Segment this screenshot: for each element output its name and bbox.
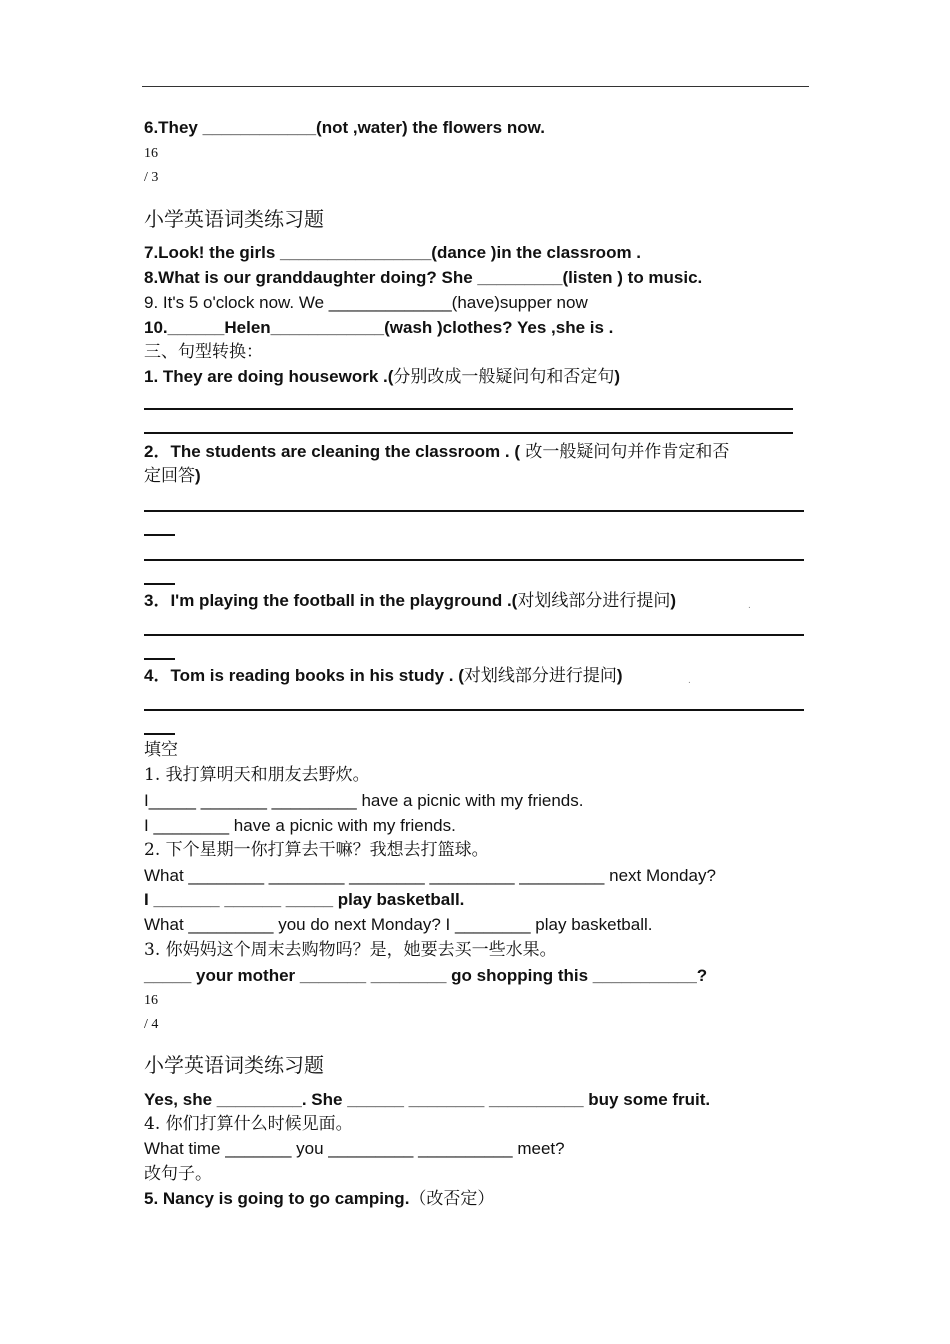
transform-4-close: ) <box>616 666 623 685</box>
mark: . <box>688 675 691 686</box>
fill-3-b: Yes, she _________. She ______ ________ __________ buy some fruit. <box>144 1090 711 1109</box>
transform-4-instruction: 对划线部分进行提问 <box>463 666 617 686</box>
rewrite-5 <box>144 1189 494 1209</box>
fill-2-b: I _______ ______ _____ play basketball. <box>144 890 465 909</box>
transform-4 <box>144 666 623 686</box>
answer-line <box>144 408 793 410</box>
fill-4-chinese: 4. 你们打算什么时候见面。 <box>144 1114 353 1134</box>
transform-2-close: ) <box>195 466 201 485</box>
answer-line-stub <box>144 534 175 536</box>
transform-4-text: 4．Tom is reading books in his study . ( <box>144 666 464 685</box>
mark: . <box>748 600 751 611</box>
fill-2-c: What _________ you do next Monday? I ________ play basketball. <box>144 915 653 934</box>
transform-3-instruction: 对划线部分进行提问 <box>517 591 671 611</box>
rewrite-5-instruction: （改否定） <box>409 1189 495 1209</box>
question-10: 10.______Helen____________(wash )clothes? Yes ,she is . <box>144 318 614 337</box>
question-6: 6.They ____________(not ,water) the flowers now. <box>144 118 545 137</box>
transform-3-close: ) <box>670 591 676 610</box>
page-heading: 小学英语词类练习题 <box>144 207 324 231</box>
fill-title: 填空 <box>144 740 178 760</box>
transform-1 <box>144 367 620 387</box>
question-8: 8.What is our granddaughter doing? She _________(listen ) to music. <box>144 268 703 287</box>
fill-1-b: I ________ have a picnic with my friends. <box>144 816 456 835</box>
transform-2-cont <box>144 466 201 486</box>
answer-line <box>144 709 804 711</box>
transform-2-instruction: 改一般疑问句并作肯定和否 <box>520 442 730 462</box>
fill-2-a: What ________ ________ ________ _________ _________ next Monday? <box>144 866 716 885</box>
answer-line <box>144 559 804 561</box>
fill-1-a: I_____ _______ _________ have a picnic with my friends. <box>144 791 584 810</box>
page-number: 16 <box>144 993 158 1008</box>
answer-line-stub <box>144 583 175 585</box>
transform-1-instruction: 分别改成一般疑问句和否定句 <box>393 367 615 387</box>
section-title: 三、句型转换： <box>144 342 263 362</box>
question-7: 7.Look! the girls ________________(dance )in the classroom . <box>144 243 642 262</box>
answer-line <box>144 634 804 636</box>
transform-1-close: ) <box>614 367 621 386</box>
transform-3 <box>144 591 676 611</box>
fill-3-a: _____ your mother _______ ________ go shopping this ___________? <box>144 966 708 985</box>
transform-2-text: 2．The students are cleaning the classroom . ( <box>144 442 520 461</box>
answer-line <box>144 510 804 512</box>
fill-1-chinese: 1. 我打算明天和朋友去野炊。 <box>144 765 370 785</box>
page-heading: 小学英语词类练习题 <box>144 1053 324 1077</box>
answer-line-stub <box>144 733 175 735</box>
fill-2-chinese: 2. 下个星期一你打算去干嘛？我想去打篮球。 <box>144 840 489 860</box>
page-total: / 4 <box>144 1017 159 1032</box>
rewrite-5-text: 5. Nancy is going to go camping. <box>144 1189 410 1208</box>
question-9: 9. It's 5 o'clock now. We _____________(have)supper now <box>144 293 588 312</box>
answer-line <box>144 432 793 434</box>
answer-line-stub <box>144 658 175 660</box>
transform-2 <box>144 442 729 462</box>
page-number: 16 <box>144 146 158 161</box>
top-rule <box>142 86 809 87</box>
fill-4-a: What time _______ you _________ __________ meet? <box>144 1139 565 1158</box>
transform-2-instruction-cont: 定回答 <box>144 466 195 486</box>
rewrite-title: 改句子。 <box>144 1164 212 1184</box>
transform-3-text: 3．I'm playing the football in the playground .( <box>144 591 518 610</box>
transform-1-text: 1. They are doing housework .( <box>144 367 394 386</box>
page-total: / 3 <box>144 170 159 185</box>
fill-3-chinese: 3. 你妈妈这个周末去购物吗？是，她要去买一些水果。 <box>144 940 557 960</box>
